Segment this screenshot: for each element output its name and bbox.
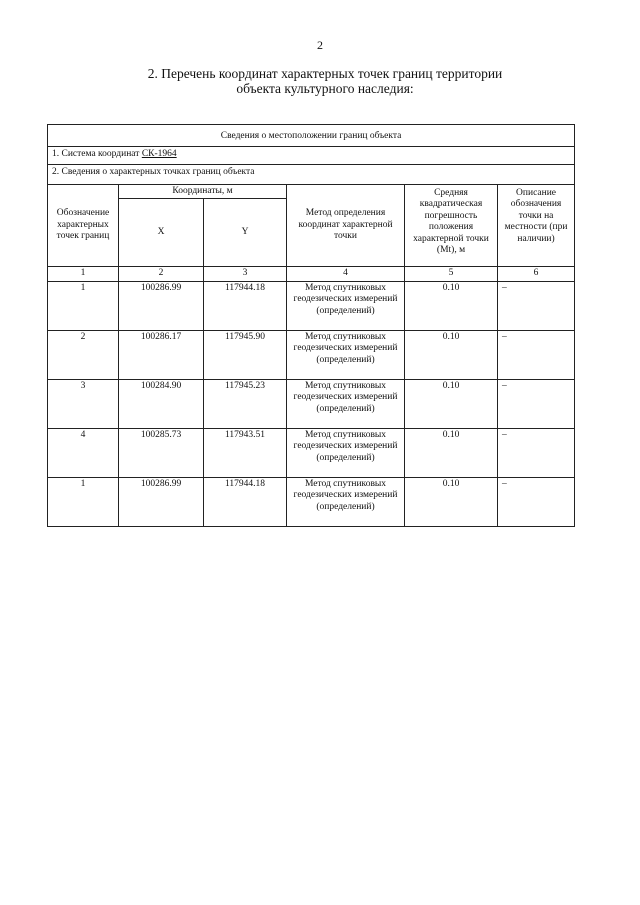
x-value: 100286.99 [119, 281, 204, 330]
section2-row [48, 165, 575, 185]
coordinates-table [47, 124, 575, 527]
table-row [48, 330, 575, 379]
coord-system-value: СК-1964 [141, 148, 177, 159]
description-value: – [498, 428, 575, 477]
x-value: 100286.17 [119, 330, 204, 379]
method-value: Метод спутниковых геодезических измерений (определений) [287, 379, 405, 428]
description-value: – [498, 477, 575, 526]
table-caption: Сведения о местоположении границ объекта [48, 125, 575, 147]
error-value: 0.10 [405, 330, 498, 379]
y-value: 117945.23 [204, 379, 287, 428]
y-value: 117943.51 [204, 428, 287, 477]
error-value: 0.10 [405, 281, 498, 330]
col-number: 5 [405, 267, 498, 282]
header-row-1 [48, 184, 575, 199]
x-value: 100284.90 [119, 379, 204, 428]
x-value: 100286.99 [119, 477, 204, 526]
point-id: 1 [48, 281, 119, 330]
point-id: 3 [48, 379, 119, 428]
error-value: 0.10 [405, 428, 498, 477]
coord-system-cell [48, 146, 575, 165]
table-row [48, 281, 575, 330]
col-number: 1 [48, 267, 119, 282]
header-y: Y [204, 199, 287, 267]
section2-heading: 2. Сведения о характерных точках границ объекта [48, 165, 575, 185]
method-value: Метод спутниковых геодезических измерений (определений) [287, 330, 405, 379]
method-value: Метод спутниковых геодезических измерений (определений) [287, 281, 405, 330]
col-number: 4 [287, 267, 405, 282]
col-number: 6 [498, 267, 575, 282]
description-value: – [498, 379, 575, 428]
coord-system-label: 1. Система координат [52, 148, 142, 159]
description-value: – [498, 281, 575, 330]
title-line-1: 2. Перечень координат характерных точек границ территории [147, 66, 503, 81]
header-coordinates: Координаты, м [119, 184, 287, 199]
y-value: 117944.18 [204, 281, 287, 330]
title-line-2: объекта культурного наследия: [236, 81, 414, 96]
table-row [48, 477, 575, 526]
header-method: Метод определения координат характерной точки [287, 184, 405, 267]
error-value: 0.10 [405, 379, 498, 428]
col-number: 3 [204, 267, 287, 282]
document-title [60, 66, 590, 96]
table-row [48, 428, 575, 477]
y-value: 117945.90 [204, 330, 287, 379]
point-id: 2 [48, 330, 119, 379]
point-id: 4 [48, 428, 119, 477]
method-value: Метод спутниковых геодезических измерений (определений) [287, 428, 405, 477]
page-number: 2 [317, 38, 323, 52]
y-value: 117944.18 [204, 477, 287, 526]
x-value: 100285.73 [119, 428, 204, 477]
method-value: Метод спутниковых геодезических измерений (определений) [287, 477, 405, 526]
table-row [48, 379, 575, 428]
description-value: – [498, 330, 575, 379]
point-id: 1 [48, 477, 119, 526]
caption-row [48, 125, 575, 147]
header-error: Средняя квадратическая погрешность положения характерной точки (Mt), м [405, 184, 498, 267]
header-description: Описание обозначения точки на местности (при наличии) [498, 184, 575, 267]
col-number: 2 [119, 267, 204, 282]
header-designation: Обозначение характерных точек границ [48, 184, 119, 267]
header-x: X [119, 199, 204, 267]
coord-system-row [48, 146, 575, 165]
column-number-row [48, 267, 575, 282]
error-value: 0.10 [405, 477, 498, 526]
